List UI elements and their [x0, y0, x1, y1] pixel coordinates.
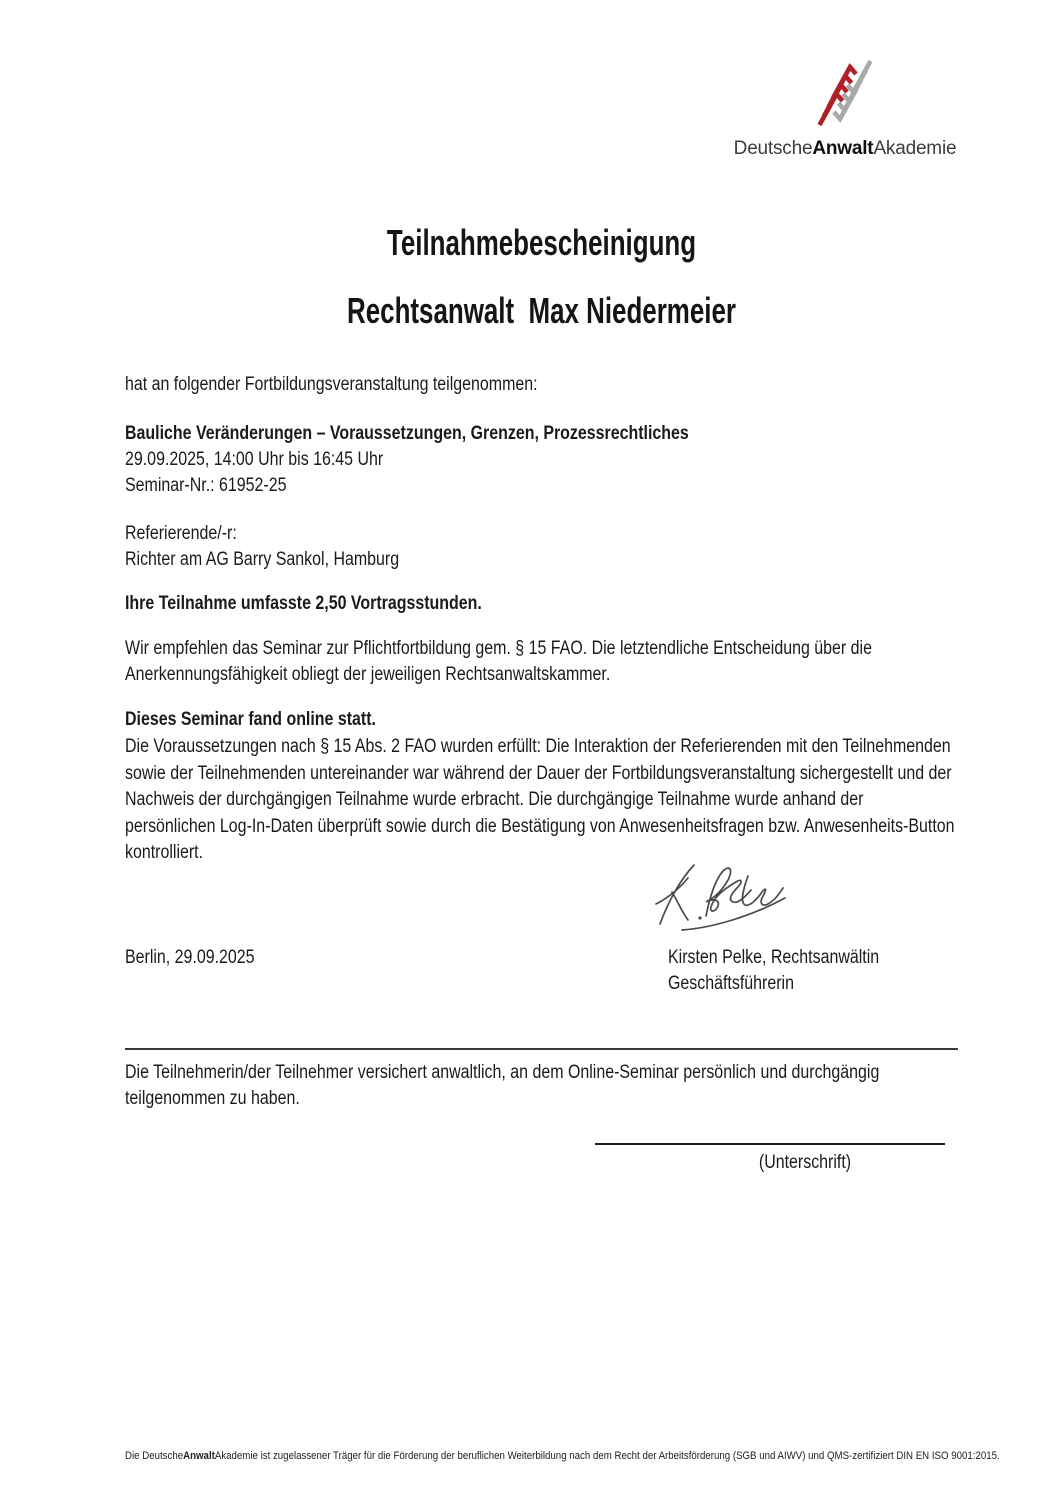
footer-suffix: Akademie ist zugelassener Träger für die Förderung der beruflichen Weiterbildung nach dem Recht der Arbeitsförderung (SGB und AIWV) und QMS-zertifiziert DIN EN ISO 9001:2015.: [214, 1450, 1000, 1462]
brand-wordmark: [727, 138, 963, 160]
signer-name: Kirsten Pelke, Rechtsanwältin: [668, 947, 880, 968]
recommendation-paragraph: Wir empfehlen das Seminar zur Pflichtfortbildung gem. § 15 FAO. Die letztendliche Entscheidung über die Anerkennungsfähigkeit obliegt der jeweiligen Rechtsanwaltskammer.: [125, 638, 872, 685]
brand-suffix: Akademie: [873, 138, 957, 159]
signer-role: Geschäftsführerin: [668, 973, 794, 994]
seminar-number: Seminar-Nr.: 61952-25: [125, 475, 287, 496]
seminar-block: [125, 421, 958, 499]
speakers-block: [125, 521, 958, 573]
seminar-title: Bauliche Veränderungen – Voraussetzungen, Grenzen, Prozessrechtliches: [125, 423, 689, 444]
brand-bold: Anwalt: [812, 138, 874, 159]
online-paragraph: Die Voraussetzungen nach § 15 Abs. 2 FAO wurden erfüllt: Die Interaktion der Referierenden mit den Teilnehmenden sowie der Teilnehmenden untereinander war während der Dauer der Fortbildungsveranstaltung sichergestellt und der Nachweis der durchgängigen Teilnahme wurde erbracht. Die durchgängige Teilnahme wurde anhand der persönlichen Log-In-Daten überprüft sowie durch die Bestätigung von Anwesenheitsfragen bzw. Anwesenheits-Button kontrolliert.: [125, 736, 955, 863]
speakers-label: Referierende/-r:: [125, 523, 237, 544]
attestation-paragraph: Die Teilnehmerin/der Teilnehmer versichert anwaltlich, an dem Online-Seminar persönlich und durchgängig teilgenommen zu haben.: [125, 1062, 880, 1109]
daa-logo: [727, 57, 963, 160]
footer-prefix: Die Deutsche: [125, 1450, 184, 1462]
online-heading: Dieses Seminar fand online statt.: [125, 709, 377, 730]
speaker-name: Richter am AG Barry Sankol, Hamburg: [125, 549, 400, 570]
place-date: Berlin, 29.09.2025: [125, 947, 255, 968]
daa-logo-icon: [817, 57, 873, 129]
brand-prefix: Deutsche: [733, 138, 813, 159]
seminar-datetime: 29.09.2025, 14:00 Uhr bis 16:45 Uhr: [125, 449, 384, 470]
footer-text: [125, 1449, 1000, 1463]
signature-line: [595, 1143, 945, 1145]
section-divider-line: [125, 1048, 958, 1050]
recipient-name: Rechtsanwalt Max Niedermeier: [347, 290, 736, 331]
signature-scribble: [648, 860, 790, 938]
intro-line: hat an folgender Fortbildungsveranstaltung teilgenommen:: [125, 374, 538, 395]
page-title: Teilnahmebescheinigung: [386, 222, 697, 263]
hours-line: Ihre Teilnahme umfasste 2,50 Vortragsstunden.: [125, 593, 482, 614]
footer-bold: Anwalt: [183, 1450, 215, 1462]
signature-caption: (Unterschrift): [758, 1152, 852, 1173]
signer-block: [668, 945, 1021, 997]
